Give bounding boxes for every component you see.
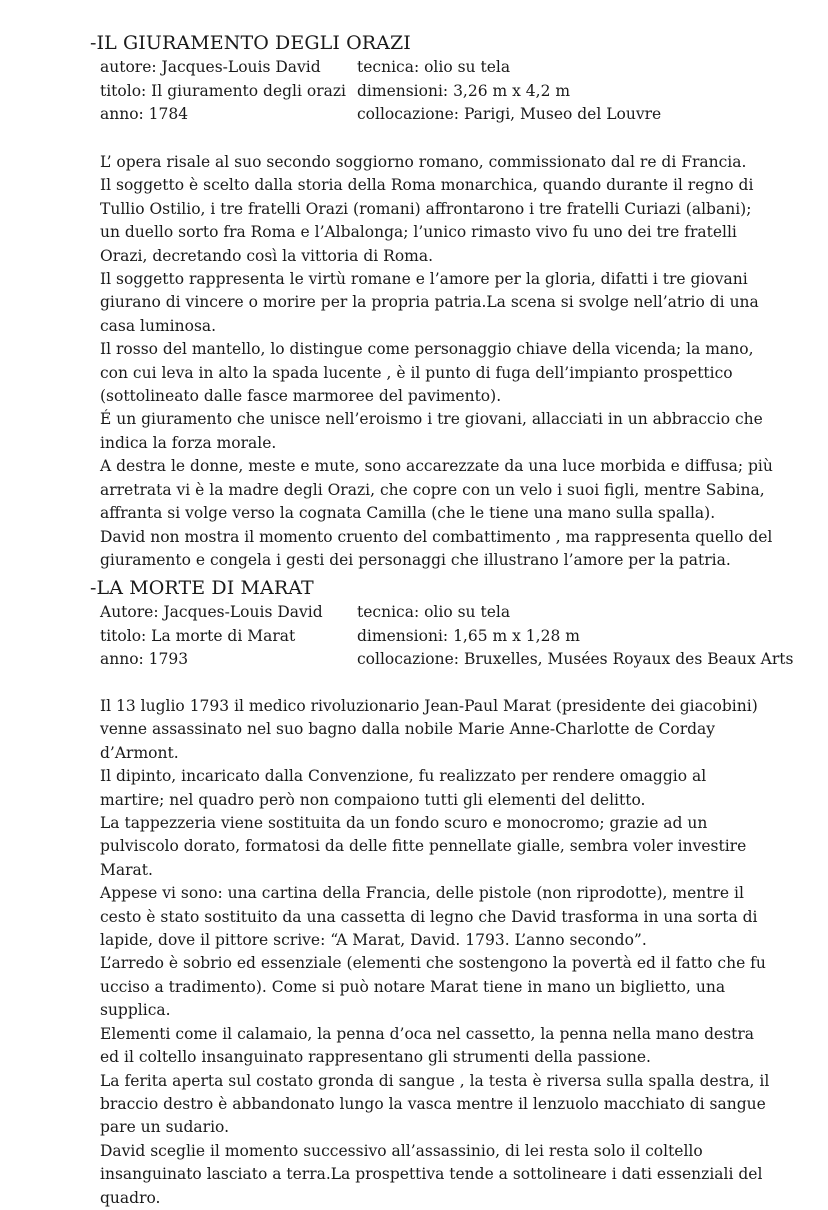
section-title: -LA MORTE DI MARAT xyxy=(90,577,314,599)
metadata-row xyxy=(100,648,794,672)
metadata-row xyxy=(100,625,780,649)
meta-author: Autore: Jacques-Louis David xyxy=(100,603,323,621)
section-marat xyxy=(90,575,794,1210)
paragraph: La ferita aperta sul costato gronda di sangue , la testa è riversa sulla spalla destra, il braccio destro è abbandonato lungo la vasca mentre il lenzuolo macchiato di sangue pare un sudario. xyxy=(100,1071,770,1137)
metadata-row xyxy=(100,56,780,80)
meta-author: autore: Jacques-Louis David xyxy=(100,58,321,76)
paragraph: La tappezzeria viene sostituita da un fondo scuro e monocromo; grazie ad un pulviscolo dorato, formatosi da delle fitte pennellate gialle, sembra voler investire Marat. xyxy=(100,814,747,879)
paragraph: L’ opera risale al suo secondo soggiorno romano, commissionato dal re di Francia. xyxy=(100,153,747,171)
meta-technique: tecnica: olio su tela xyxy=(357,58,511,76)
section-body xyxy=(100,151,775,572)
paragraph: Appese vi sono: una cartina della Francia, delle pistole (non riprodotte), mentre il cesto è stato sostituito da una cassetta di legno che David trasforma in una sorta di lapide, dove il pittore scrive: “A Marat, David. 1793. L’anno secondo”. xyxy=(100,884,758,950)
paragraph: Il rosso del mantello, lo distingue come personaggio chiave della vicenda; la mano, con cui leva in alto la spada lucente , è il punto di fuga dell’impianto prospettico (sottolineato dalle fasce marmoree del pavimento). xyxy=(100,340,754,406)
artwork-metadata xyxy=(100,601,794,672)
paragraph: Il soggetto rappresenta le virtù romane e l’amore per la gloria, difatti i tre giovani giurano di vincere o morire per la propria patria.La scena si svolge nell’atrio di una casa luminosa. xyxy=(100,270,759,335)
paragraph: É un giuramento che unisce nell’eroismo i tre giovani, allacciati in un abbraccio che indica la forza morale. xyxy=(100,410,763,452)
section-body xyxy=(100,695,775,1210)
paragraph: Il dipinto, incaricato dalla Convenzione, fu realizzato per rendere omaggio al martire; nel quadro però non compaiono tutti gli elementi del delitto. xyxy=(100,767,707,809)
section-title: -IL GIURAMENTO DEGLI ORAZI xyxy=(90,32,411,54)
meta-dimensions: dimensioni: 1,65 m x 1,28 m xyxy=(357,626,580,645)
metadata-row xyxy=(100,80,780,104)
meta-location: collocazione: Bruxelles, Musées Royaux des Beaux Arts xyxy=(357,650,794,668)
metadata-row xyxy=(100,601,780,625)
paragraph: Il 13 luglio 1793 il medico rivoluzionario Jean-Paul Marat (presidente dei giacobini) venne assassinato nel suo bagno dalla nobile Marie Anne-Charlotte de Corday d’Armont. xyxy=(100,697,758,762)
section-giuramento xyxy=(90,30,780,572)
paragraph: Elementi come il calamaio, la penna d’oca nel cassetto, la penna nella mano destra ed il coltello insanguinato rappresentano gli strumenti della passione. xyxy=(100,1024,755,1067)
paragraph: Il soggetto è scelto dalla storia della Roma monarchica, quando durante il regno di Tullio Ostilio, i tre fratelli Orazi (romani) affrontarono i tre fratelli Curiazi (albani); un duello sorto fra Roma e l’Albalonga; l’unico rimasto vivo fu uno dei tre fratelli Orazi, decretando così la vittoria di Roma. xyxy=(100,176,754,265)
artwork-metadata xyxy=(100,56,780,127)
paragraph: David non mostra il momento cruento del combattimento , ma rappresenta quello del giuramento e congela i gesti dei personaggi che illustrano l’amore per la patria. xyxy=(100,527,773,569)
meta-technique: tecnica: olio su tela xyxy=(357,603,511,621)
meta-year: anno: 1784 xyxy=(100,105,189,123)
paragraph: David sceglie il momento successivo all’assassinio, di lei resta solo il coltello insanguinato lasciato a terra.La prospettiva tende a sottolineare i dati essenziali del quadro. xyxy=(100,1141,763,1207)
paragraph: L’arredo è sobrio ed essenziale (elementi che sostengono la povertà ed il fatto che fu ucciso a tradimento). Come si può notare Marat tiene in mano un biglietto, una supplica. xyxy=(100,954,766,1020)
meta-year: anno: 1793 xyxy=(100,650,189,668)
meta-location: collocazione: Parigi, Museo del Louvre xyxy=(357,105,662,123)
paragraph: A destra le donne, meste e mute, sono accarezzate da una luce morbida e diffusa; più arretrata vi è la madre degli Orazi, che copre con un velo i suoi figli, mentre Sabina, affranta si volge verso la cognata Camilla (che le tiene una mano sulla spalla). xyxy=(100,457,773,523)
metadata-row xyxy=(100,103,780,127)
meta-title: titolo: La morte di Marat xyxy=(100,626,296,645)
meta-title: titolo: Il giuramento degli orazi xyxy=(100,81,347,100)
meta-dimensions: dimensioni: 3,26 m x 4,2 m xyxy=(357,81,571,100)
